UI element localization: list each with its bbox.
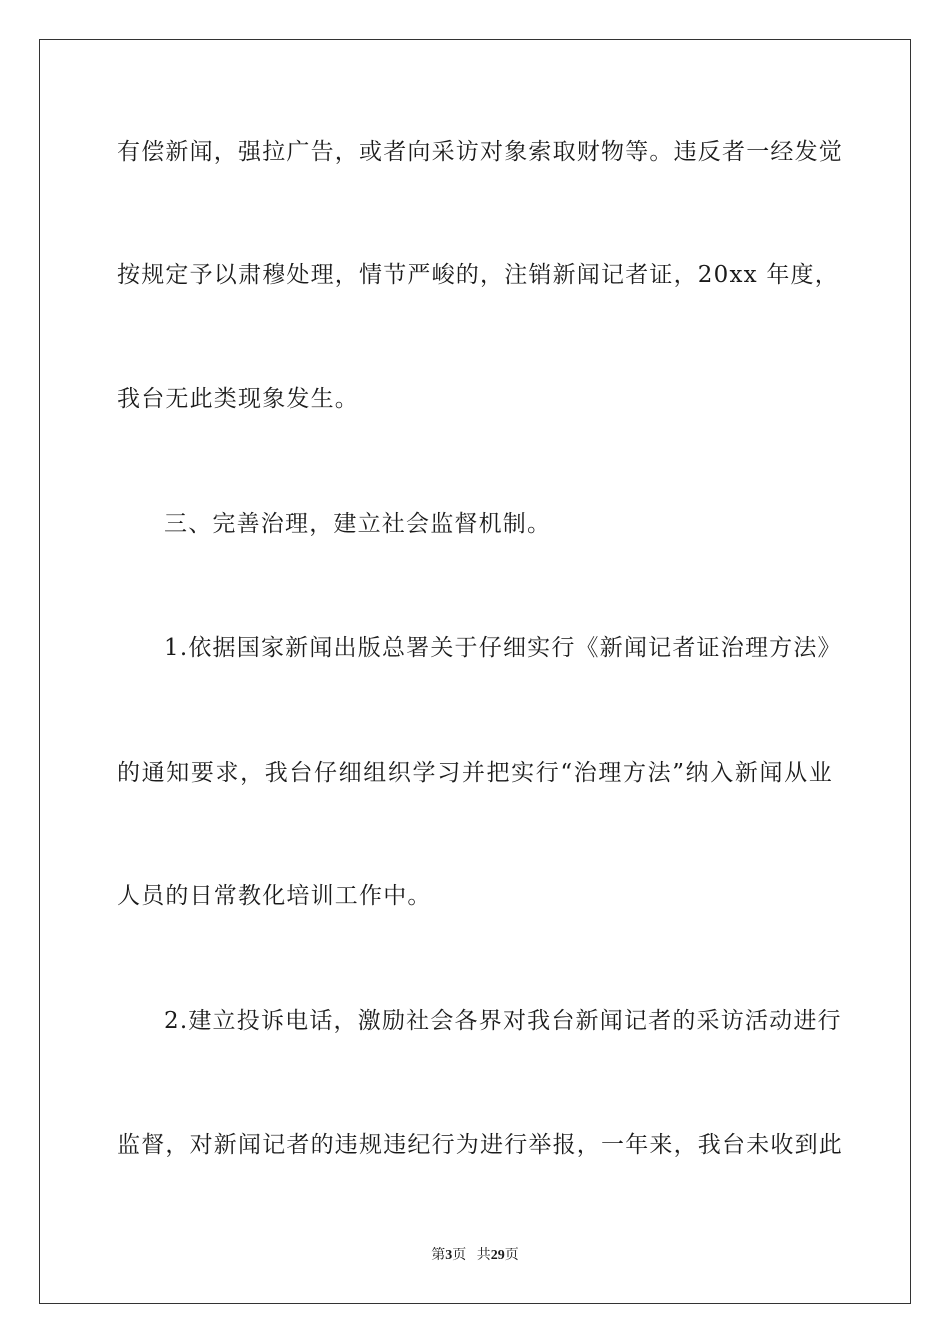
body-line-7: 人员的日常教化培训工作中。 — [117, 883, 432, 909]
body-line-5: 1.依据国家新闻出版总署关于仔细实行《新闻记者证治理方法》 — [164, 635, 842, 661]
body-line-1: 有偿新闻，强拉广告，或者向采访对象索取财物等。违反者一经发觉 — [117, 139, 843, 165]
section-heading: 三、完善治理，建立社会监督机制。 — [164, 511, 552, 537]
page-footer — [0, 1247, 950, 1265]
body-line-8: 2.建立投诉电话，激励社会各界对我台新闻记者的采访活动进行 — [164, 1008, 842, 1034]
body-line-9: 监督，对新闻记者的违规违纪行为进行举报，一年来，我台未收到此 — [117, 1132, 843, 1158]
body-line-6: 的通知要求，我台仔细组织学习并把实行“治理方法”纳入新闻从业 — [117, 760, 833, 786]
body-line-2: 按规定予以肃穆处理，情节严峻的，注销新闻记者证，20xx 年度， — [117, 262, 839, 288]
body-line-3: 我台无此类现象发生。 — [117, 386, 359, 412]
footer-page-unit: 页 — [452, 1248, 467, 1263]
footer-total-prefix: 共 — [476, 1248, 491, 1263]
footer-current-page: 3 — [445, 1248, 453, 1263]
page-frame — [39, 39, 911, 1304]
footer-total-pages: 29 — [490, 1248, 505, 1263]
footer-prefix: 第 — [431, 1248, 446, 1263]
footer-total-unit: 页 — [504, 1248, 519, 1263]
